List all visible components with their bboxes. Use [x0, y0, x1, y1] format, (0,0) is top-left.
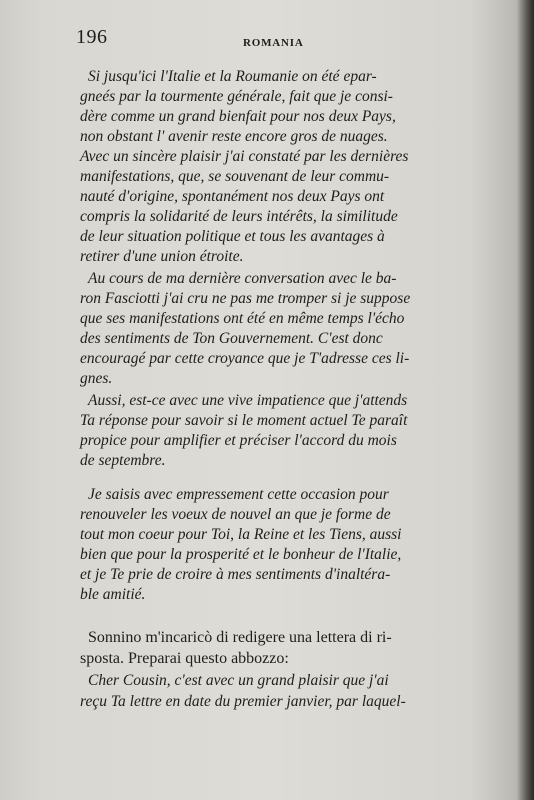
text-line: ron Fasciotti j'ai cru ne pas me tromper si je suppose [80, 290, 411, 307]
text-line: Je saisis avec empressement cette occasion pour [88, 486, 389, 503]
text-line: tout mon coeur pour Toi, la Reine et les Tiens, aussi [80, 526, 402, 543]
text-line: de leur situation politique et tous les avantages à [80, 228, 385, 245]
page-edge-shadow [516, 0, 534, 800]
text-line: Cher Cousin, c'est avec un grand plaisir que j'ai [88, 672, 389, 689]
text-line: gnes. [80, 370, 113, 387]
text-line: Sonnino m'incaricò di redigere una lettera di ri- [88, 629, 392, 646]
letter-text [80, 67, 498, 607]
text-line: gneés par la tourmente générale, fait que je consi- [80, 88, 393, 105]
text-line: nauté d'origine, spontanément nos deux Pays ont [80, 188, 385, 205]
text-line: encouragé par cette croyance que je T'adresse ces li- [80, 350, 410, 367]
text-line: non obstant l' avenir reste encore gros de nuages. [80, 128, 388, 145]
reply-draft-text [80, 671, 498, 715]
running-head: ROMANIA [243, 37, 304, 49]
text-line: que ses manifestations ont été en même temps l'écho [80, 310, 405, 327]
text-line: de septembre. [80, 452, 166, 469]
text-line: sposta. Preparai questo abbozzo: [80, 650, 289, 667]
narrative-text [80, 628, 498, 672]
text-line: manifestations, que, se souvenant de leur commu- [80, 168, 390, 185]
text-line: bien que pour la prosperité et le bonheur de l'Italie, [80, 546, 402, 563]
text-line: retirer d'une union étroite. [80, 248, 244, 265]
text-line: Au cours de ma dernière conversation avec le ba- [88, 270, 397, 287]
text-line: et je Te prie de croire à mes sentiments d'inaltéra- [80, 566, 391, 583]
text-line: ble amitié. [80, 586, 146, 603]
text-line: Si jusqu'ici l'Italie et la Roumanie on été epar- [88, 68, 377, 85]
text-line: des sentiments de Ton Gouvernement. C'est donc [80, 330, 383, 347]
page-number: 196 [76, 26, 108, 48]
text-line: renouveler les voeux de nouvel an que je forme de [80, 506, 391, 523]
text-line: reçu Ta lettre en date du premier janvier, par laquel- [80, 693, 406, 710]
text-line: Avec un sincère plaisir j'ai constaté par les dernières [80, 148, 409, 165]
text-line: Ta réponse pour savoir si le moment actuel Te paraît [80, 412, 408, 429]
text-line: propice pour amplifier et préciser l'accord du mois [80, 432, 397, 449]
text-line: Aussi, est-ce avec une vive impatience que j'attends [88, 392, 408, 409]
text-line: dère comme un grand bienfait pour nos deux Pays, [80, 108, 396, 125]
text-line: compris la solidarité de leurs intérêts, la similitude [80, 208, 398, 225]
